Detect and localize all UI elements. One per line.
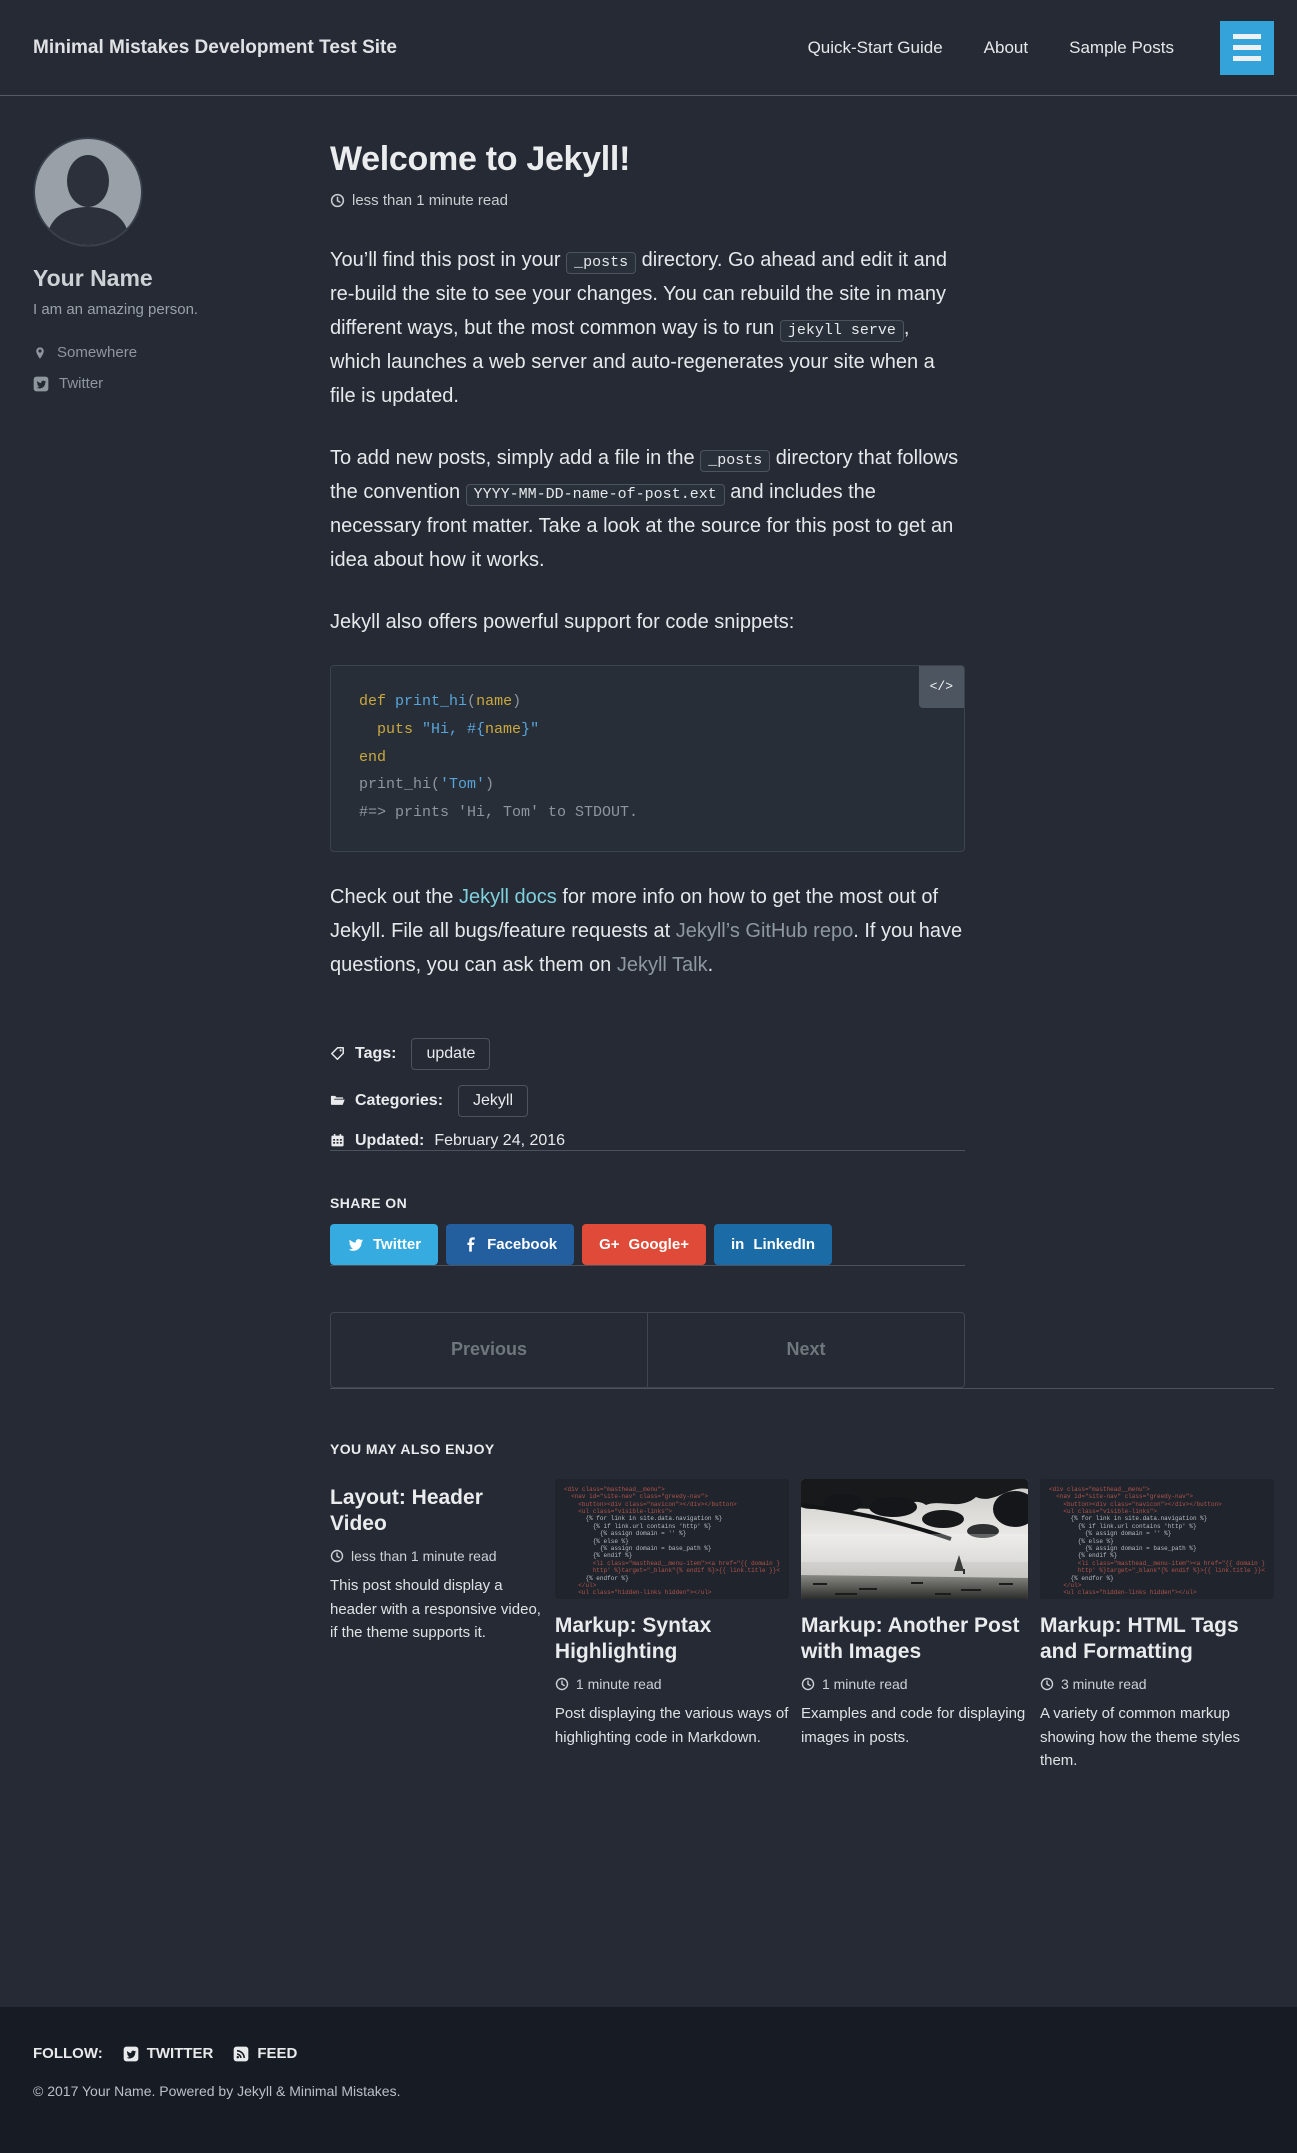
code-block	[330, 665, 965, 852]
code-line	[359, 688, 936, 716]
related-heading: YOU MAY ALSO ENJOY	[330, 1440, 495, 1457]
author-bio: I am an amazing person.	[33, 301, 199, 318]
code-token: "Hi, #{	[422, 720, 486, 738]
menu-toggle-button[interactable]	[1220, 21, 1274, 75]
tag-chip-update[interactable]: update	[411, 1038, 490, 1070]
paragraph-4	[330, 880, 965, 982]
code-token: )	[485, 776, 495, 794]
code-token: 'Tom'	[440, 776, 486, 794]
related-post-read-time	[801, 1676, 1028, 1692]
related-post-thumbnail-photo[interactable]	[801, 1479, 1028, 1599]
related-post-title[interactable]: Markup: HTML Tags and Formatting	[1039, 1613, 1239, 1663]
updated-row	[330, 1132, 965, 1150]
paragraph-1	[330, 243, 965, 413]
avatar	[33, 137, 143, 247]
twitter-square-icon	[123, 2046, 139, 2062]
footer-link-label: TWITTER	[146, 2045, 214, 2062]
text: .	[707, 953, 714, 976]
author-location-label: Somewhere	[57, 344, 138, 361]
share-button-label: LinkedIn	[753, 1235, 815, 1253]
author-name: Your Name	[33, 265, 153, 291]
follow-label: FOLLOW:	[33, 2045, 103, 2062]
clock-icon	[801, 1677, 815, 1691]
share-twitter-button[interactable]	[330, 1224, 438, 1265]
read-time-label: 1 minute read	[575, 1676, 662, 1693]
related-post-thumbnail-code[interactable]: <div class="masthead__menu"> <nav id="site-nav" class="greedy-nav"> <button><div class="navicon"></div></button> <ul class="visible-links"> {% for link in site.data.navigation %} {% if link.url contains 'http' %} {% assign domain = '' %} {% else %} {% assign domain = base_path %} {% endif %} <li class="masthead__menu-item"><a href="{{ domain } http' %}target="_blank"{% endif %}>{{ link.title }}< {% endfor %} </ul> <ul class="hidden-links hidden"></ul>	[1040, 1479, 1274, 1599]
author-twitter-link[interactable]: Twitter	[59, 375, 104, 392]
tags-row	[330, 1038, 965, 1070]
code-token: }"	[521, 720, 540, 738]
footer-twitter-link[interactable]	[123, 2045, 214, 2062]
related-post-title[interactable]: Markup: Another Post with Images	[800, 1613, 1020, 1663]
text: . If you have questions, you can ask them on	[330, 919, 963, 976]
footer-follow-row	[33, 2045, 1297, 2062]
facebook-f-icon	[463, 1237, 478, 1252]
twitter-bird-icon	[347, 1236, 364, 1253]
link-jekyll-docs[interactable]: Jekyll docs	[458, 885, 557, 908]
clock-icon	[330, 1549, 344, 1563]
post-article	[330, 140, 965, 1388]
main-column	[330, 96, 1274, 1772]
text: To add new posts, simply add a file in the	[330, 447, 701, 469]
author-sidebar	[33, 96, 283, 392]
related-post-read-time	[1040, 1676, 1274, 1692]
share-heading: SHARE ON	[330, 1194, 408, 1211]
share-button-label: Facebook	[487, 1235, 558, 1253]
code-token: name	[485, 720, 522, 738]
inline-code-jekyll-serve: jekyll serve	[780, 320, 904, 342]
related-posts-section	[330, 1441, 1274, 1772]
related-posts-grid	[330, 1479, 1274, 1772]
location-pin-icon	[33, 346, 47, 360]
rss-icon	[233, 2046, 249, 2062]
author-twitter	[33, 375, 283, 392]
twitter-square-icon	[33, 376, 49, 392]
text: and includes the necessary front matter. Take a look at the source for this post to get an idea about how it works.	[330, 481, 954, 571]
folder-open-icon	[330, 1093, 345, 1108]
code-line	[359, 716, 936, 744]
inline-code-posts: _posts	[700, 450, 770, 472]
paragraph-2	[330, 441, 965, 577]
related-post-excerpt: This post should display a header with a responsive video, if the theme supports it.	[330, 1577, 541, 1641]
tags-label: Tags:	[355, 1044, 397, 1062]
categories-row	[330, 1085, 965, 1117]
divider	[330, 1150, 965, 1151]
text: directory that follows the convention	[330, 447, 959, 503]
code-token: puts	[377, 720, 414, 738]
inline-code-posts: _posts	[566, 252, 636, 274]
code-token: name	[476, 693, 513, 710]
code-token: def	[359, 693, 387, 710]
post-read-time	[330, 192, 965, 209]
nav-link-sample-posts[interactable]: Sample Posts	[1069, 37, 1174, 57]
masthead-nav	[808, 38, 1174, 58]
author-location	[33, 344, 283, 361]
read-time-label: 3 minute read	[1060, 1676, 1147, 1693]
masthead	[0, 0, 1297, 96]
footer-feed-link[interactable]	[233, 2045, 297, 2062]
code-token: print_hi	[395, 693, 468, 710]
related-post-card	[1040, 1479, 1274, 1772]
code-line	[359, 799, 936, 827]
code-token: #=> prints 'Hi, Tom' to STDOUT.	[359, 804, 639, 821]
next-post-button[interactable]: Next	[648, 1312, 965, 1388]
read-time-label: 1 minute read	[821, 1676, 908, 1693]
categories-label: Categories:	[355, 1091, 444, 1109]
share-googleplus-button[interactable]	[582, 1224, 706, 1265]
linkedin-icon: in	[730, 1235, 745, 1253]
nav-link-about[interactable]: About	[983, 37, 1029, 57]
text: Check out the	[330, 885, 459, 908]
calendar-icon	[330, 1133, 345, 1148]
related-post-excerpt: Examples and code for displaying images in posts.	[800, 1705, 1026, 1746]
code-language-icon: </>	[919, 666, 964, 708]
related-post-excerpt: A variety of common markup showing how the theme styles them.	[1039, 1705, 1241, 1769]
related-post-card	[330, 1479, 543, 1772]
related-post-read-time	[330, 1548, 543, 1564]
previous-post-button[interactable]: Previous	[330, 1312, 648, 1388]
paragraph-3: Jekyll also offers powerful support for code snippets:	[330, 611, 795, 633]
category-chip-jekyll[interactable]: Jekyll	[458, 1085, 528, 1117]
related-post-thumbnail-code[interactable]: <div class="masthead__menu"> <nav id="site-nav" class="greedy-nav"> <button><div class="navicon"></div></button> <ul class="visible-links"> {% for link in site.data.navigation %} {% if link.url contains 'http' %} {% assign domain = '' %} {% else %} {% assign domain = base_path %} {% endif %} <li class="masthead__menu-item"><a href="{{ domain } http' %}target="_blank"{% endif %}>{{ link.title }}< {% endfor %} </ul> <ul class="hidden-links hidden"></ul>	[555, 1479, 789, 1599]
share-button-label: Twitter	[373, 1235, 422, 1253]
foggy-trees-photo	[801, 1479, 1028, 1599]
text: directory. Go ahead and edit it and re-build the site to see your changes. You can rebuild the site in many different ways, but the most common way is to run	[330, 249, 948, 339]
read-time-label: less than 1 minute read	[352, 192, 508, 209]
updated-label: Updated:	[355, 1131, 425, 1149]
site-title[interactable]: Minimal Mistakes Development Test Site	[33, 36, 397, 58]
page-footer	[0, 2007, 1297, 2153]
link-jekyll-talk[interactable]: Jekyll Talk	[616, 953, 708, 976]
share-facebook-button[interactable]	[446, 1224, 574, 1265]
read-time-label: less than 1 minute read	[351, 1548, 497, 1565]
code-token: print_hi(	[359, 776, 441, 794]
page-title: Welcome to Jekyll!	[330, 140, 631, 178]
clock-icon	[555, 1677, 569, 1691]
related-post-read-time	[555, 1676, 789, 1692]
code-line	[359, 771, 936, 799]
clock-icon	[330, 193, 345, 208]
share-button-label: Google+	[628, 1235, 689, 1253]
content-area	[0, 96, 1297, 1947]
author-links	[33, 344, 283, 392]
nav-link-quick-start-guide[interactable]: Quick-Start Guide	[807, 37, 943, 57]
footer-link-label: FEED	[257, 2045, 298, 2062]
inline-code-filename-convention: YYYY-MM-DD-name-of-post.ext	[466, 484, 725, 506]
footer-copyright: © 2017 Your Name. Powered by Jekyll & Minimal Mistakes.	[33, 2083, 401, 2099]
share-linkedin-button[interactable]	[714, 1224, 832, 1265]
share-buttons	[330, 1224, 965, 1265]
clock-icon	[1040, 1677, 1054, 1691]
post-taxonomy	[330, 1038, 965, 1150]
text: You’ll find this post in your	[330, 249, 567, 271]
text: , which launches a web server and auto-regenerates your site when a file is updated.	[330, 317, 935, 407]
code-token: )	[512, 693, 522, 710]
related-post-title[interactable]: Markup: Syntax Highlighting	[554, 1613, 712, 1663]
related-post-excerpt: Post displaying the various ways of highlighting code in Markdown.	[554, 1705, 789, 1746]
related-post-card	[555, 1479, 789, 1772]
code-token: (	[467, 693, 477, 710]
divider	[330, 1265, 965, 1266]
tag-icon	[330, 1046, 345, 1061]
code-token: end	[359, 748, 387, 766]
related-post-card	[801, 1479, 1028, 1772]
text: for more info on how to get the most out of Jekyll. File all bugs/feature requests at	[330, 885, 939, 942]
related-post-title[interactable]: Layout: Header Video	[330, 1485, 483, 1535]
code-line	[359, 744, 936, 772]
post-pagination	[330, 1312, 965, 1388]
link-jekyll-github-repo[interactable]: Jekyll’s GitHub repo	[675, 919, 854, 942]
google-plus-icon: G+	[599, 1235, 620, 1253]
updated-date: February 24, 2016	[434, 1131, 566, 1149]
divider-wide	[330, 1388, 1274, 1389]
